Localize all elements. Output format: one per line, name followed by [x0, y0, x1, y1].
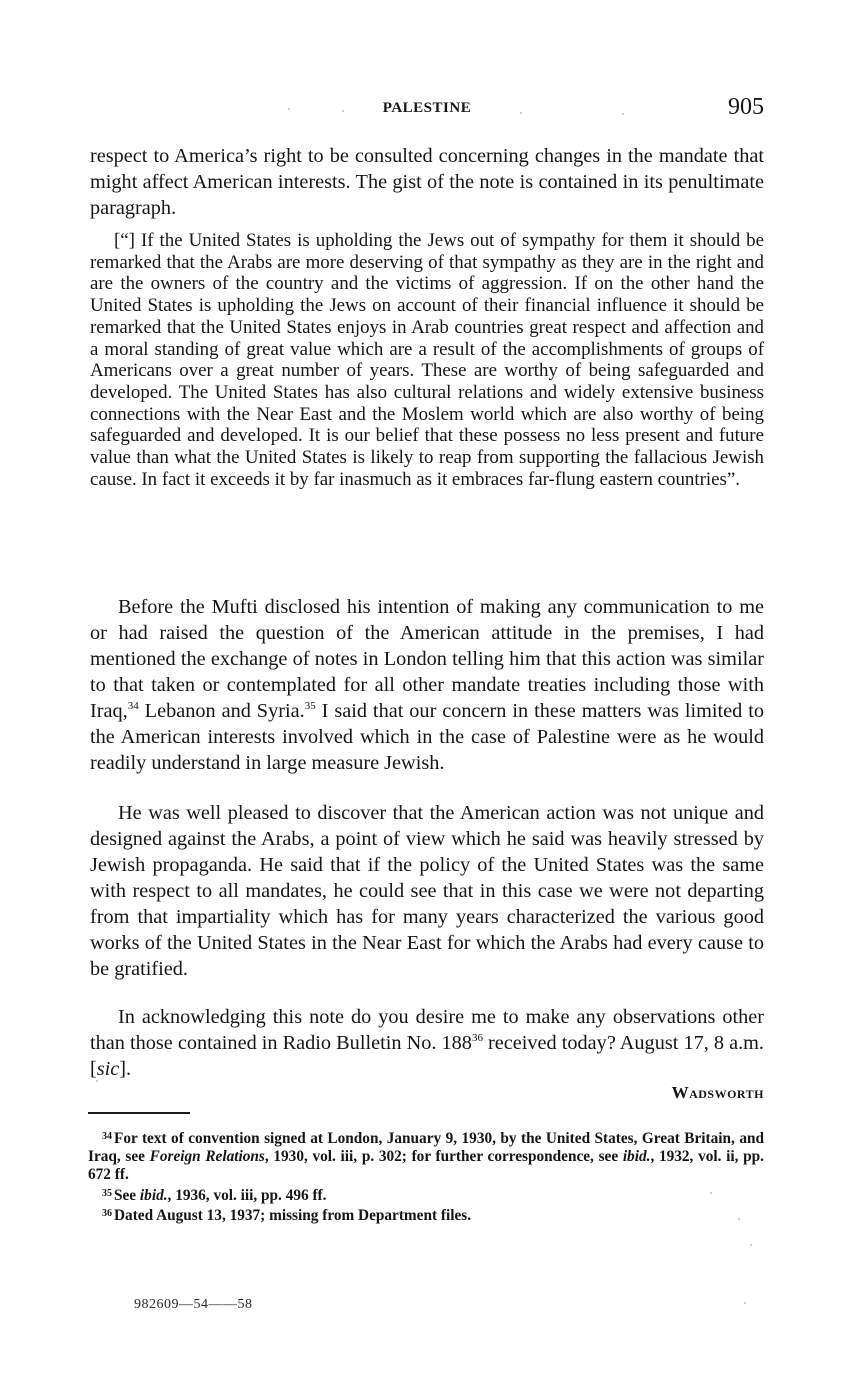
scan-speck	[288, 108, 290, 110]
paragraph-acknowledging-text	[90, 1004, 764, 1082]
paragraph-mufti	[90, 594, 764, 776]
running-head	[90, 96, 764, 126]
footnote-35-text-b: , 1936, vol. iii, pp. 496 ff.	[167, 1186, 327, 1204]
footnote-ref-34: 34	[127, 700, 139, 712]
footnote-35-mark: 35	[102, 1187, 112, 1199]
sic-annotation: sic	[96, 1058, 120, 1080]
scan-speck	[744, 1302, 746, 1304]
paragraph-intro	[90, 143, 764, 221]
printer-line: 982609—54——58	[134, 1297, 253, 1312]
quoted-note-extract: [“] If the United States is upholding the Jews out of sympathy for them it should be remarked that the Arabs are more deserving of that sympathy as they are in the right and are the owners of the country and the victims of aggression. If on the other hand the United States is upholding the Jews on account of their financial influence it should be remarked that the United States enjoys in Arab countries great respect and affection and a moral standing of great value which are a result of the accomplishments of groups of Americans over a great number of years. These are worthy of being safeguarded and developed. The United States has also cultural relations and widely extensive business connections with the Near East and the Moslem world which are also worthy of being safeguarded and developed. It is our belief that these possess no less present and future value than what the United States is likely to reap from supporting the fallacious Jewish cause. In fact it exceeds it by far inasmuch as it embraces far-flung eastern countries”.	[90, 230, 764, 490]
running-head-title: PALESTINE	[382, 100, 472, 116]
scan-speck	[520, 112, 522, 114]
footnote-34-italic: Foreign Relations	[149, 1148, 265, 1166]
footnote-35-text-a: See	[114, 1186, 140, 1204]
paragraph-pleased-text: He was well pleased to discover that the American action was not unique and designed against the Arabs, a point of view which he said was heavily stressed by Jewish propaganda. He said that if the policy of the United States was the same with respect to all mandates, he could see that in this case we were not departing from that impartiality which has for many years characterized the various good works of the United States in the Near East for which the Arabs had every cause to be gratified.	[90, 802, 764, 980]
footnote-34-italic2: ibid.	[622, 1148, 651, 1166]
footnote-34-text-c: , 1932, vol. ii, pp. 672 ff.	[88, 1148, 764, 1184]
scan-speck	[750, 1244, 752, 1246]
footnotes	[88, 1128, 764, 1225]
footnote-34	[88, 1128, 764, 1185]
paragraph-acknowledging-text-b: received today? August 17, 8 a.m. [	[90, 1032, 764, 1080]
paragraph-pleased	[90, 800, 764, 982]
footnote-36-mark: 36	[102, 1207, 112, 1219]
paragraph-mufti-text	[90, 594, 764, 776]
paragraph-acknowledging-text-a: In acknowledging this note do you desire me to make any observations other than those contained in Radio Bulletin No. 188	[90, 1006, 764, 1054]
footnote-36	[88, 1205, 764, 1225]
footnote-34-text-a: For text of convention signed at London, January 9, 1930, by the United States, Great Britain, and Iraq, see	[88, 1130, 764, 1166]
scan-speck	[622, 113, 624, 115]
footnote-ref-35: 35	[304, 700, 316, 712]
page-number: 905	[728, 94, 764, 120]
scan-speck	[710, 1192, 712, 1194]
scan-speck	[738, 1218, 740, 1220]
footnote-35-italic: ibid.	[139, 1186, 168, 1204]
footnote-34-mark: 34	[102, 1131, 112, 1142]
scan-speck	[342, 110, 344, 112]
footnote-rule	[88, 1112, 190, 1114]
footnote-34-text-b: , 1930, vol. iii, p. 302; for further correspondence, see	[264, 1148, 623, 1166]
paragraph-mufti-text-b: Lebanon and Syria.	[138, 700, 305, 722]
paragraph-acknowledging-text-c: ].	[119, 1058, 132, 1080]
paragraph-acknowledging	[90, 1004, 764, 1082]
paragraph-mufti-text-a: Before the Mufti disclosed his intention of making any communication to me or had raised the question of the American attitude in the premises, I had mentioned the exchange of notes in London telling him that this action was similar to that taken or contemplated for all other mandate treaties including those with Iraq,	[90, 596, 764, 722]
footnote-35	[88, 1185, 764, 1205]
paragraph-mufti-text-c: I said that our concern in these matters was limited to the American interests involved which in the case of Palestine were as he would readily understand in large measure Jewish.	[90, 700, 764, 774]
footnote-36-text-a: Dated August 13, 1937; missing from Department files.	[114, 1206, 472, 1224]
scan-speck	[96, 1080, 98, 1082]
signature: Wadsworth	[671, 1083, 764, 1102]
footnote-ref-36: 36	[471, 1032, 483, 1044]
paragraph-intro-text: respect to America’s right to be consulted concerning changes in the mandate that might affect American interests. The gist of the note is contained in its penultimate paragraph.	[90, 145, 764, 219]
